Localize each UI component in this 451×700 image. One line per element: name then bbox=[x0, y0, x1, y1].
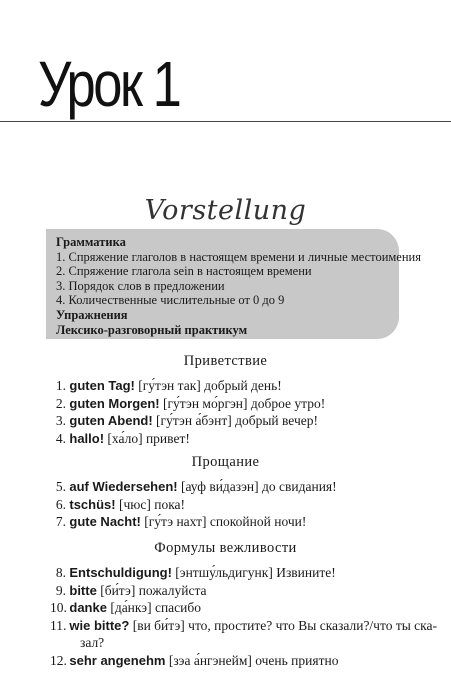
vocab-num: 7. bbox=[55, 514, 66, 530]
vocab-list-greeting bbox=[54, 377, 325, 447]
practicum-heading: Лексико-разговорный практикум bbox=[56, 322, 248, 337]
grammar-heading: Грамматика bbox=[56, 235, 126, 249]
vocab-german: Entschuldigung! bbox=[69, 565, 172, 580]
vocab-row bbox=[50, 652, 437, 670]
vocab-row bbox=[54, 430, 325, 448]
section-title-text: Приветствие bbox=[183, 353, 268, 369]
vocab-german: guten Abend! bbox=[69, 413, 153, 429]
vocab-num: 5. bbox=[55, 479, 66, 494]
section-title-politeness: Формулы вежливости bbox=[154, 540, 297, 556]
exercises-heading: Упражнения bbox=[56, 307, 128, 322]
vocab-translation: [гу́тэн так] добрый день! bbox=[134, 378, 282, 393]
vocab-german: sehr angenehm bbox=[69, 652, 166, 668]
vocab-row bbox=[50, 599, 437, 617]
vocab-translation: [зэа а́нгэнейм] очень приятно bbox=[165, 652, 339, 668]
vocab-translation: [ха́ло] привет! bbox=[104, 430, 190, 446]
vocab-german: danke bbox=[69, 600, 107, 616]
vocab-num: 4. bbox=[55, 430, 66, 446]
vocab-row bbox=[54, 412, 325, 430]
vocab-translation: [ви би́тэ] что, простите? что Вы сказали?/что ты ска- bbox=[129, 617, 438, 633]
vocab-row bbox=[54, 478, 337, 496]
section-title-greeting bbox=[0, 353, 451, 370]
vocab-translation: [энтшу́льдигунк] Извините! bbox=[171, 565, 336, 580]
grammar-box bbox=[46, 229, 421, 339]
vocab-list-farewell bbox=[54, 478, 337, 531]
vocab-row bbox=[54, 496, 337, 514]
vocab-num: 12. bbox=[50, 652, 67, 668]
vocab-translation: [гу́тэн мо́ргэн] доброе утро! bbox=[159, 395, 326, 411]
vocab-german: gute Nacht! bbox=[69, 514, 141, 530]
section-title-farewell: Прощание bbox=[191, 454, 260, 470]
vocab-row bbox=[50, 582, 437, 600]
vocab-num: 11. bbox=[50, 617, 67, 633]
vocab-german: hallo! bbox=[69, 430, 105, 446]
vocab-row bbox=[50, 617, 437, 635]
vocab-german: wie bitte? bbox=[69, 617, 130, 633]
vocab-row-continuation: зал? bbox=[80, 635, 105, 651]
vocab-row bbox=[50, 564, 437, 582]
vocab-num: 1. bbox=[55, 378, 66, 393]
topic-heading: Vorstellung bbox=[144, 195, 307, 226]
vocab-german: bitte bbox=[69, 582, 97, 598]
title-divider bbox=[0, 121, 451, 122]
vocab-german: guten Tag! bbox=[69, 378, 135, 393]
grammar-item: 4. Количественные числительные от 0 до 9 bbox=[56, 293, 285, 308]
vocab-num: 6. bbox=[55, 496, 66, 512]
vocab-num: 2. bbox=[55, 395, 66, 411]
vocab-german: auf Wiedersehen! bbox=[69, 479, 178, 494]
vocab-translation: [да́нкэ] спасибо bbox=[106, 600, 201, 616]
vocab-num: 9. bbox=[55, 582, 66, 598]
vocab-translation: [гу́тэ нахт] спокойной ночи! bbox=[140, 514, 307, 530]
vocab-translation: [чюс] пока! bbox=[115, 496, 186, 512]
vocab-num: 8. bbox=[55, 565, 66, 580]
vocab-num: 3. bbox=[55, 413, 66, 429]
vocab-translation: [гу́тэн а́бэнт] добрый вечер! bbox=[152, 413, 318, 429]
vocab-num: 10. bbox=[50, 600, 67, 616]
vocab-row bbox=[54, 377, 325, 395]
vocab-row bbox=[54, 513, 337, 531]
vocab-list-politeness bbox=[50, 564, 437, 670]
vocab-row bbox=[54, 395, 325, 413]
vocab-translation: [би́тэ] пожалуйста bbox=[96, 582, 207, 598]
lesson-title: Урок 1 bbox=[38, 48, 180, 120]
vocab-german: tschüs! bbox=[69, 496, 116, 512]
grammar-item: 1. Спряжение глаголов в настоящем времени и личные местоимения bbox=[56, 249, 421, 264]
vocab-german: guten Morgen! bbox=[69, 395, 160, 411]
grammar-item: 2. Спряжение глагола sein в настоящем времени bbox=[56, 264, 312, 279]
vocab-translation: [ауф ви́дазэн] до свидания! bbox=[177, 479, 337, 494]
grammar-item: 3. Порядок слов в предложении bbox=[56, 278, 225, 293]
